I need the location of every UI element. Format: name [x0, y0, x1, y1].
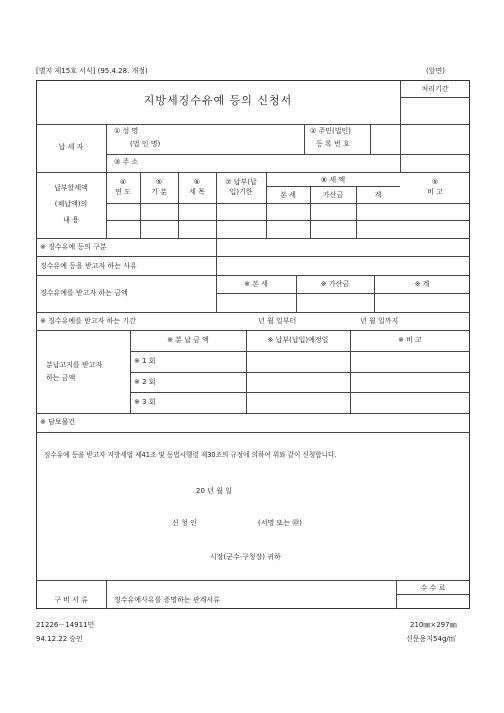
col-period-num: ⑤	[155, 178, 163, 186]
installment-round-3: ※ 3 회	[134, 398, 156, 406]
col-tax-amount: ⑧ 세 액	[320, 176, 346, 184]
divider	[36, 124, 400, 125]
divider	[36, 330, 470, 331]
tax-details-label: 납부할세액	[54, 184, 88, 192]
collateral-label: ※ 담보물건	[40, 418, 76, 426]
divider	[304, 124, 305, 154]
divider	[216, 238, 217, 312]
deferral-amount-label: 징수유예를 받고자 하는 금액	[40, 289, 128, 297]
deferral-reason-label: 징수유예 등을 받고자 하는 사유	[40, 262, 137, 270]
col-penalty: 가산금	[322, 191, 344, 199]
amount-principal-label: ※ 본 세	[244, 280, 268, 288]
divider	[36, 256, 470, 257]
divider	[130, 392, 470, 393]
divider	[36, 432, 470, 433]
form-number: [별지 제15호 서식] (95.4.28. 개정)	[36, 67, 148, 75]
footer-approval: 94.12.22 승인	[36, 635, 83, 643]
divider	[36, 580, 470, 581]
id-number-label-2: 등 록 번 호	[316, 140, 350, 148]
col-remarks-num: ⑤	[431, 178, 439, 186]
footer-code: 21226－14911민	[36, 621, 95, 629]
divider	[266, 186, 400, 187]
divider	[106, 203, 470, 204]
col-period: 기 분	[151, 188, 167, 196]
installment-round-2: ※ 2 회	[134, 378, 156, 386]
col-principal: 본 세	[280, 191, 296, 199]
page-side: (앞면)	[426, 67, 445, 75]
installment-col-remarks: ※ 비 고	[398, 336, 422, 344]
applicant-signature: (서명 또는 ㊞)	[258, 519, 302, 527]
installment-col-due: ※ 납부(납입)예정일	[267, 336, 329, 344]
col-due: ⑦ 납부(납	[225, 178, 257, 186]
name-label: ① 성 명	[114, 127, 139, 135]
installment-col-amount: ※ 분 납 금 액	[167, 336, 209, 344]
taxpayer-section-label: 납 세 자	[58, 143, 84, 151]
col-remarks: 비 고	[427, 188, 443, 196]
tax-details-label-2: (체납액)의	[54, 200, 88, 208]
declaration-text: 징수유예 등을 받고자 지방세법 제41조 및 동법시행령 제30조의 규정에 의하여 위와 같이 신청합니다.	[44, 451, 337, 459]
divider	[130, 351, 470, 352]
installment-round-1: ※ 1 회	[134, 357, 156, 365]
col-total: 계	[374, 191, 382, 199]
divider	[216, 293, 470, 294]
divider	[106, 154, 470, 155]
applicant-label: 신 청 인	[172, 519, 197, 527]
date-line: 20 년 월 일	[196, 487, 232, 495]
divider	[130, 372, 470, 373]
divider	[36, 172, 470, 173]
documents-label: 구 비 서 류	[54, 596, 88, 604]
amount-penalty-label: ※ 가산금	[320, 280, 350, 288]
col-year: 연 도	[115, 188, 131, 196]
fee-label: 수 수 료	[420, 584, 446, 592]
period-from: 년 월 일부터	[258, 317, 297, 325]
processing-period-label: 처리기간	[421, 85, 449, 93]
installment-label-2: 하는 금액	[46, 374, 76, 382]
documents-value: 징수유예사유를 증명하는 관계서류	[114, 596, 220, 604]
divider	[36, 238, 470, 239]
footer-size: 210㎜×297㎜	[410, 621, 457, 629]
form-title: 지방세징수유예 등의 신청서	[143, 94, 293, 107]
divider	[106, 580, 107, 609]
deferral-period-label: ※ 징수유예를 받고자 하는 기간	[40, 317, 136, 325]
amount-total-label: ※ 계	[414, 280, 430, 288]
id-number-label: ② 주민(법인)	[310, 127, 352, 135]
divider	[36, 275, 470, 276]
deferral-type-label: ※ 징수유예 등의 구분	[40, 243, 107, 251]
divider	[396, 594, 470, 595]
divider	[400, 124, 470, 125]
addressee: 시장(군수·구청장) 귀하	[210, 553, 281, 561]
address-label: ③ 주 소	[114, 158, 139, 166]
divider	[36, 312, 470, 313]
col-item-num: ⑥	[193, 178, 201, 186]
divider	[36, 413, 470, 414]
col-year-num: ④	[119, 178, 127, 186]
divider	[370, 124, 371, 154]
col-due-2: 입)기한	[229, 188, 253, 196]
divider	[400, 97, 470, 98]
period-to: 년 월 일까지	[360, 317, 399, 325]
installment-label: 분납고지를 받고자	[46, 361, 103, 369]
name-label-corp: (법 인 명)	[130, 140, 161, 148]
col-item: 세 목	[189, 188, 205, 196]
tax-details-label-3: 내 용	[63, 216, 79, 224]
footer-paper: 신문용지54g/㎡	[406, 635, 456, 643]
divider	[106, 220, 470, 221]
